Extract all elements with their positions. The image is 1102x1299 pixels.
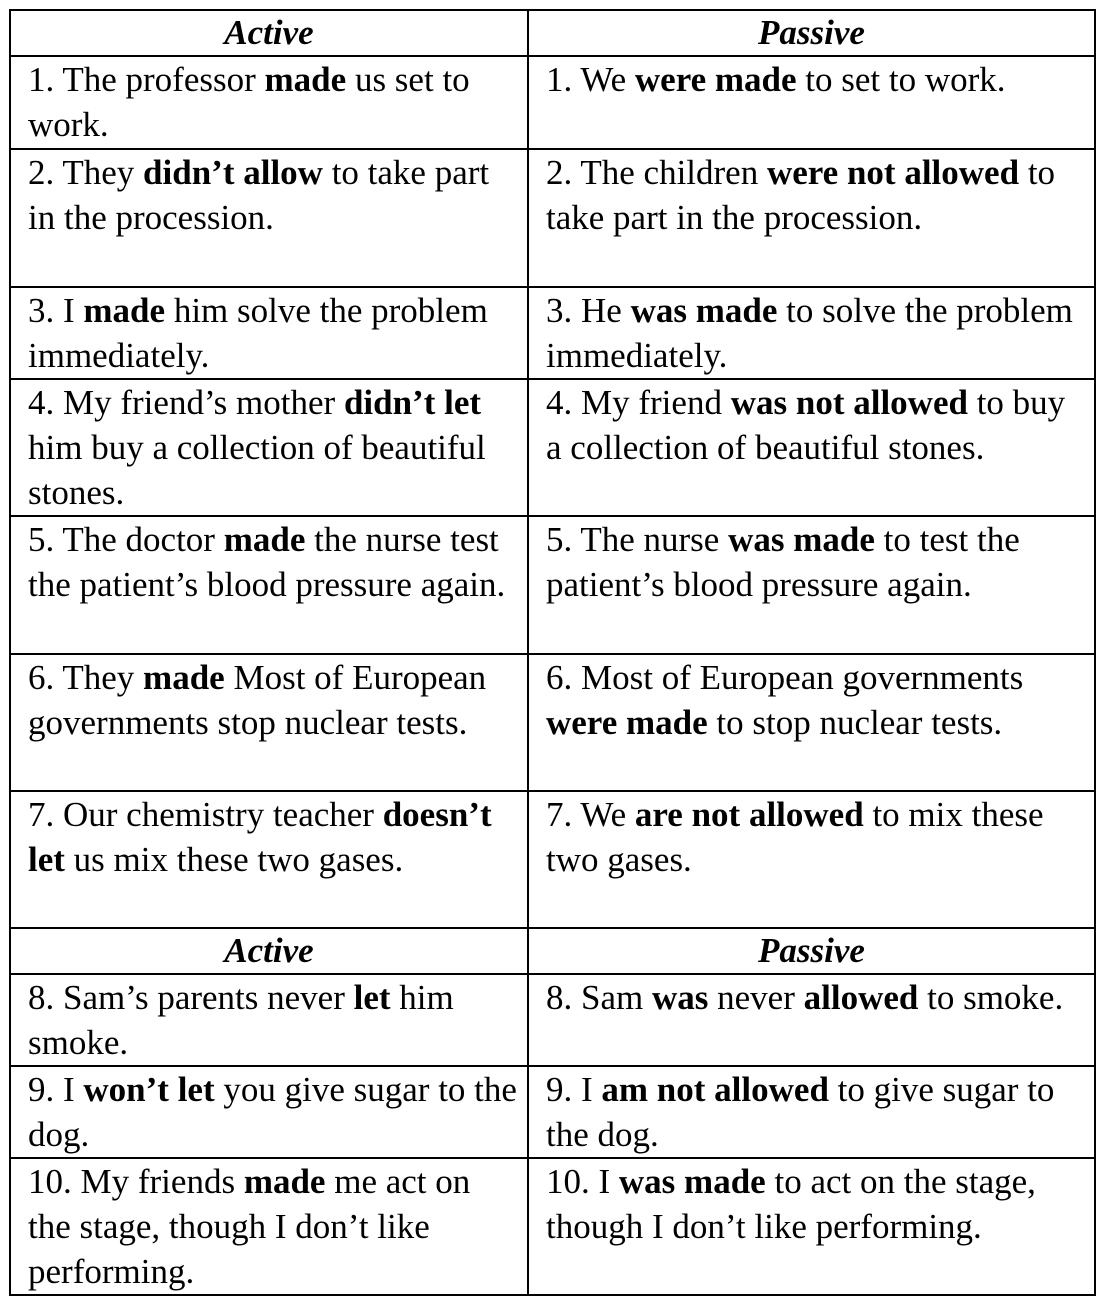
table-row [10, 974, 1095, 1066]
bold-verb-phrase: were made [546, 703, 708, 742]
bold-verb-phrase: allowed [803, 978, 919, 1017]
bold-verb-phrase: were made [634, 60, 797, 99]
passive-cell [528, 791, 1095, 928]
sentence-text: never [708, 978, 804, 1017]
sentence-text: 2. The children [546, 153, 767, 192]
passive-cell [528, 149, 1095, 287]
bold-verb-phrase: made [83, 291, 166, 330]
sentence-text: 1. The professor [28, 60, 265, 99]
table-row [10, 56, 1095, 149]
bold-verb-phrase: didn’t let [343, 383, 482, 422]
header-row [10, 928, 1095, 974]
sentence-text: 5. The nurse [546, 520, 729, 559]
active-cell [10, 1158, 528, 1295]
sentence-text: me act on the stage, though I don’t like performing. [28, 1162, 471, 1291]
bold-verb-phrase: are not allowed [634, 795, 864, 834]
sentence-text: 3. I [28, 291, 84, 330]
bold-verb-phrase: won’t let [83, 1070, 215, 1109]
passive-cell [528, 516, 1095, 654]
bold-verb-phrase: made [223, 520, 306, 559]
table-row [10, 287, 1095, 379]
bold-verb-phrase: made [143, 658, 225, 697]
header-row [10, 10, 1095, 56]
sentence-text: him smoke. [28, 978, 454, 1062]
active-cell [10, 974, 528, 1066]
bold-verb-phrase: was not allowed [730, 383, 968, 422]
sentence-text: 8. Sam [546, 978, 652, 1017]
sentence-text: 1. We [546, 60, 635, 99]
bold-verb-phrase: am not allowed [601, 1070, 829, 1109]
sentence-text: 4. My friend’s mother [28, 383, 344, 422]
sentence-text: Most of European governments stop nuclear tests. [28, 658, 487, 742]
active-cell [10, 654, 528, 791]
sentence-text: to buy a collection of beautiful stones. [546, 383, 1066, 467]
sentence-text: to smoke. [918, 978, 1064, 1017]
sentence-text: 4. My friend [546, 383, 731, 422]
table-row [10, 516, 1095, 654]
sentence-text: 10. I [546, 1162, 619, 1201]
passive-cell [528, 56, 1095, 149]
bold-verb-phrase: made [243, 1162, 326, 1201]
active-cell [10, 516, 528, 654]
sentence-text: to stop nuclear tests. [707, 703, 1003, 742]
header-passive: Passive [528, 10, 1095, 56]
sentence-text: to give sugar to the dog. [546, 1070, 1055, 1154]
table-row [10, 791, 1095, 928]
table-row [10, 149, 1095, 287]
sentence-text: to set to work. [796, 60, 1006, 99]
bold-verb-phrase: was made [630, 291, 778, 330]
passive-cell [528, 1158, 1095, 1295]
bold-verb-phrase: was made [618, 1162, 766, 1201]
header-active: Active [10, 10, 528, 56]
sentence-text: 9. I [28, 1070, 84, 1109]
active-cell [10, 287, 528, 379]
sentence-text: 6. Most of European governments [546, 658, 1024, 697]
active-cell [10, 149, 528, 287]
sentence-text: 2. They [28, 153, 144, 192]
bold-verb-phrase: made [264, 60, 347, 99]
active-passive-table [9, 9, 1096, 1296]
sentence-text: us mix these two gases. [64, 840, 404, 879]
table-row [10, 1066, 1095, 1158]
sentence-text: to solve the problem immediately. [546, 291, 1073, 375]
sentence-text: him buy a collection of beautiful stones. [28, 428, 486, 512]
sentence-text: 8. Sam’s parents never [28, 978, 354, 1017]
passive-cell [528, 379, 1095, 516]
bold-verb-phrase: doesn’t let [28, 795, 492, 879]
passive-cell [528, 287, 1095, 379]
sentence-text: to act on the stage, though I don’t like performing. [546, 1162, 1036, 1246]
bold-verb-phrase: was made [728, 520, 875, 559]
sentence-text: to take part in the procession. [546, 153, 1056, 237]
bold-verb-phrase: was [651, 978, 709, 1017]
sentence-text: 10. My friends [28, 1162, 244, 1201]
passive-cell [528, 654, 1095, 791]
sentence-text: 3. He [546, 291, 631, 330]
sentence-text: him solve the problem immediately. [28, 291, 488, 375]
header-active: Active [10, 928, 528, 974]
sentence-text: the nurse test the patient’s blood pressure again. [28, 520, 506, 604]
header-passive: Passive [528, 928, 1095, 974]
bold-verb-phrase: let [353, 978, 391, 1017]
table-row [10, 379, 1095, 516]
sentence-text: 6. They [28, 658, 144, 697]
sentence-text: 7. Our chemistry teacher [28, 795, 383, 834]
sentence-text: 9. I [546, 1070, 602, 1109]
sentence-text: 7. We [546, 795, 635, 834]
bold-verb-phrase: didn’t allow [143, 153, 323, 192]
active-cell [10, 1066, 528, 1158]
active-cell [10, 379, 528, 516]
sentence-text: us set to work. [28, 60, 470, 144]
sentence-text: to test the patient’s blood pressure again. [546, 520, 1020, 604]
sentence-text: to take part in the procession. [28, 153, 490, 237]
sentence-text: you give sugar to the dog. [28, 1070, 517, 1154]
active-cell [10, 56, 528, 149]
table-row [10, 1158, 1095, 1295]
sentence-text: to mix these two gases. [546, 795, 1044, 879]
active-cell [10, 791, 528, 928]
sentence-text: 5. The doctor [28, 520, 224, 559]
passive-cell [528, 1066, 1095, 1158]
bold-verb-phrase: were not allowed [766, 153, 1020, 192]
table-row [10, 654, 1095, 791]
passive-cell [528, 974, 1095, 1066]
